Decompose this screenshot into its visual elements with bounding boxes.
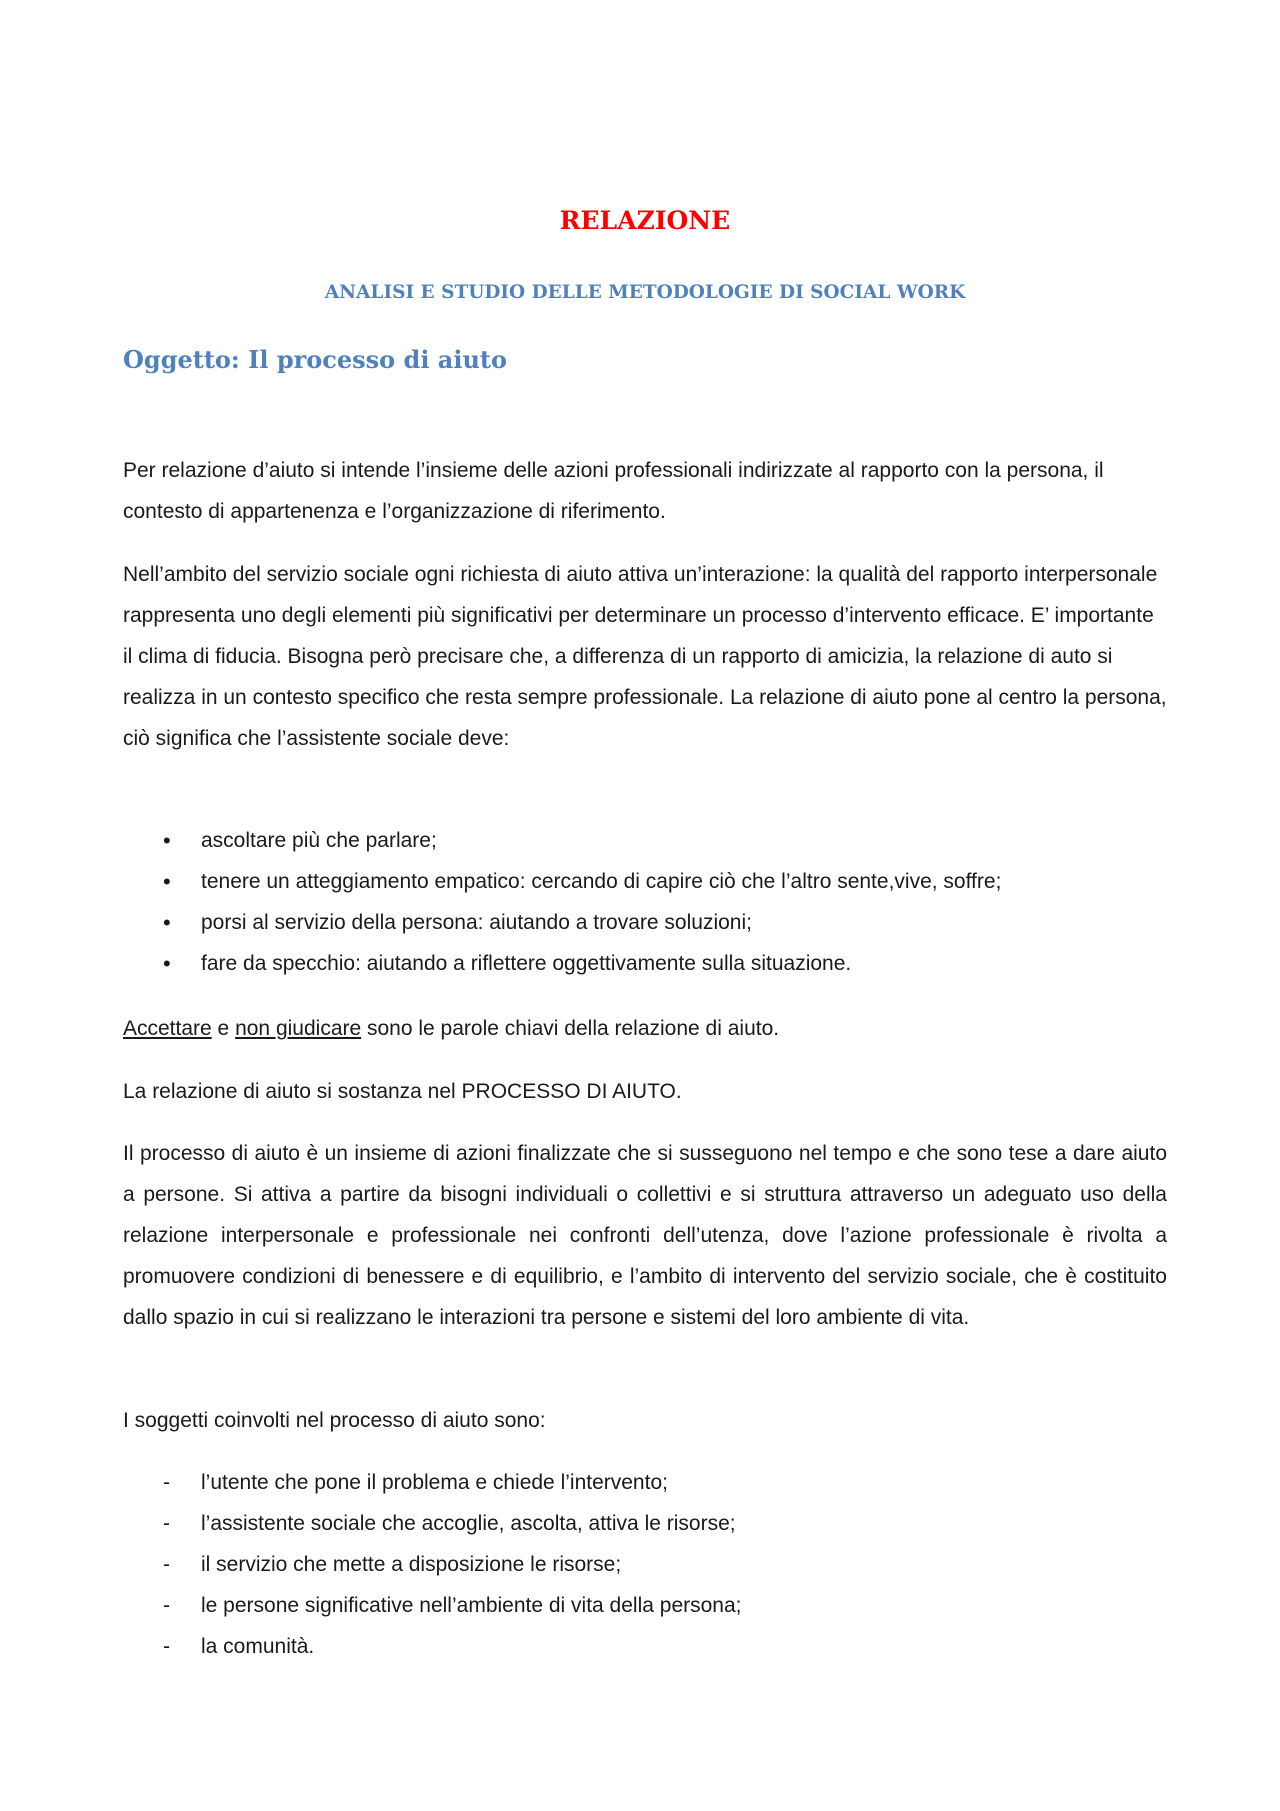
list-item-text: fare da specchio: aiutando a riflettere oggettivamente sulla situazione. [201, 952, 852, 975]
document-subtitle: ANALISI E STUDIO DELLE METODOLOGIE DI SOCIAL WORK [324, 282, 966, 303]
paragraph-context: Nell’ambito del servizio sociale ogni richiesta di aiuto attiva un’interazione: la qualità del rapporto interpersonale rappresenta uno degli elementi più significativi per determinare un processo d’intervento efficace. E’ importante il clima di fiducia. Bisogna però precisare che, a differenza di un rapporto di amicizia, la relazione di auto si realizza in un contesto specifico che resta sempre professionale. La relazione di aiuto pone al centro la persona, ciò significa che l’assistente sociale deve: [123, 563, 1167, 750]
bullet-icon: • [163, 828, 171, 853]
list-item [123, 820, 1001, 861]
bullet-icon: • [163, 910, 171, 935]
list-item [123, 1626, 741, 1667]
list-item-text: le persone significative nell’ambiente di vita della persona; [201, 1594, 742, 1617]
paragraph-keywords [123, 1008, 1167, 1049]
dash-icon: - [163, 1471, 170, 1494]
keyword-accept: Accettare [123, 1017, 212, 1040]
list-item [123, 1503, 741, 1544]
dash-icon: - [163, 1553, 170, 1576]
paragraph-process-intro: La relazione di aiuto si sostanza nel PROCESSO DI AIUTO. [123, 1080, 682, 1103]
list-item [123, 902, 1001, 943]
paragraph-definition: Per relazione d’aiuto si intende l’insieme delle azioni professionali indirizzate al rapporto con la persona, il contesto di appartenenza e l’organizzazione di riferimento. [123, 459, 1104, 523]
bullet-icon: • [163, 869, 171, 894]
bullet-icon: • [163, 951, 171, 976]
list-item-text: il servizio che mette a disposizione le risorse; [201, 1553, 622, 1576]
list-item-text: l’assistente sociale che accoglie, ascolta, attiva le risorse; [201, 1512, 736, 1535]
paragraph-process-description: Il processo di aiuto è un insieme di azioni finalizzate che si susseguono nel tempo e che sono tese a dare aiuto a persone. Si attiva a partire da bisogni individuali o collettivi e si struttura attraverso un adeguato uso della relazione interpersonale e professionale nei confronti dell’utenza, dove l’azione professionale è rivolta a promuovere condizioni di benessere e di equilibrio, e l’ambito di intervento del servizio sociale, che è costituito dallo spazio in cui si realizzano le interazioni tra persone e sistemi del loro ambiente di vita. [123, 1142, 1167, 1329]
keyword-sentence-rest: sono le parole chiavi della relazione di aiuto. [361, 1017, 780, 1040]
list-item-text: porsi al servizio della persona: aiutando a trovare soluzioni; [201, 911, 752, 934]
list-item-text: la comunità. [201, 1635, 315, 1658]
list-item [123, 1585, 741, 1626]
list-item-text: tenere un atteggiamento empatico: cercando di capire ciò che l’altro sente,vive, soffre; [201, 870, 1002, 893]
dash-icon: - [163, 1594, 170, 1617]
list-item [123, 1462, 741, 1503]
paragraph-subjects-intro: I soggetti coinvolti nel processo di aiuto sono: [123, 1409, 546, 1432]
list-item-text: ascoltare più che parlare; [201, 829, 437, 852]
keyword-connector: e [211, 1017, 236, 1040]
keyword-not-judge: non giudicare [235, 1017, 362, 1040]
list-item [123, 861, 1001, 902]
dash-icon: - [163, 1635, 170, 1658]
document-title: RELAZIONE [559, 206, 731, 235]
list-item-text: l’utente che pone il problema e chiede l’intervento; [201, 1471, 668, 1494]
duties-list [123, 820, 1001, 984]
list-item [123, 1544, 741, 1585]
subjects-list [123, 1462, 741, 1667]
dash-icon: - [163, 1512, 170, 1535]
list-item [123, 943, 1001, 984]
object-heading: Oggetto: Il processo di aiuto [123, 345, 507, 374]
